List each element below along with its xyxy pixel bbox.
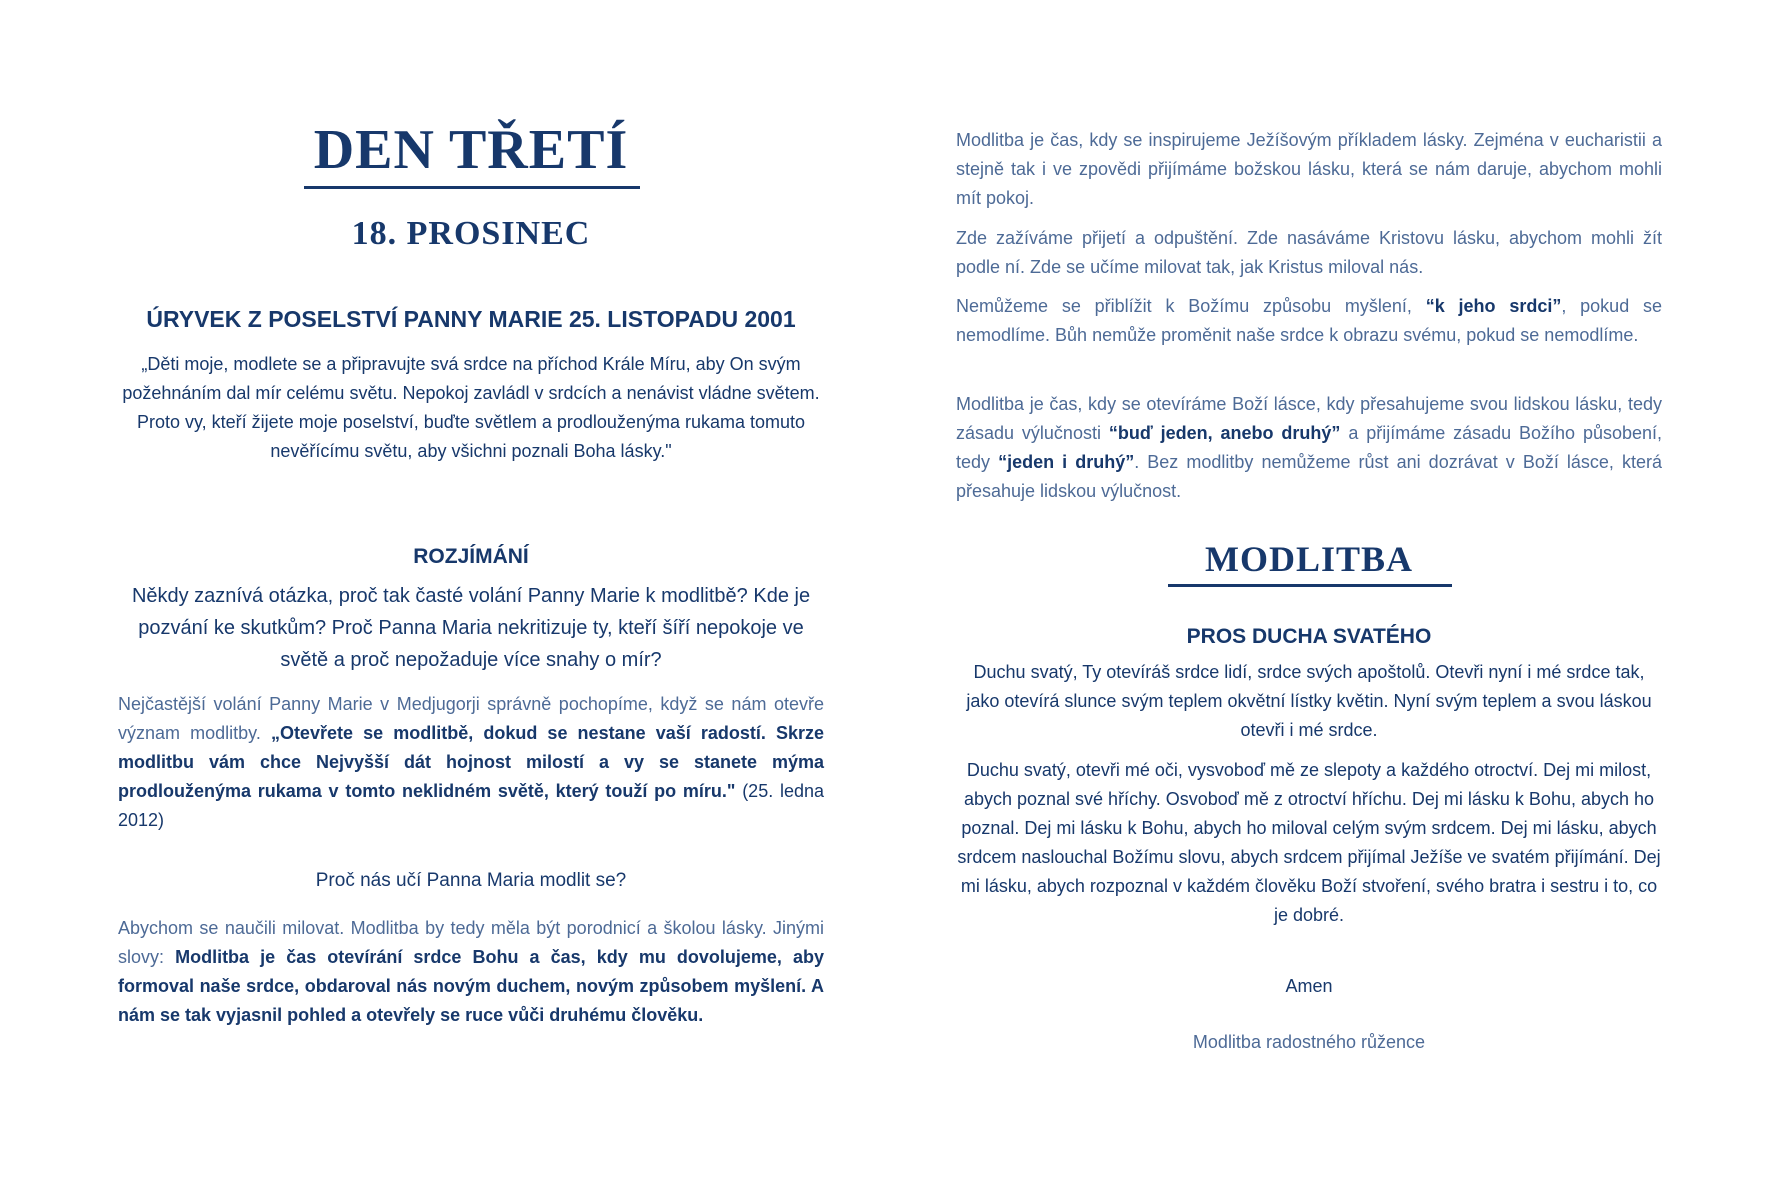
reflection-heading: ROZJÍMÁNÍ [413, 545, 529, 568]
rosary-line: Modlitba radostného růžence [1192, 1032, 1426, 1052]
prayer-heading: PROS DUCHA SVATÉHO [1186, 625, 1432, 648]
p3-text-a: Nemůžeme se přiblížit k Božímu způsobu myšlení, [956, 296, 1426, 316]
date-subtitle: 18. PROSINEC [351, 215, 591, 252]
prayer-paragraph-1: Duchu svatý, Ty otevíráš srdce lidí, srdce svých apoštolů. Otevři nyní i mé srdce tak, jako otevírá slunce svým teplem okvětní lístky květin. Nyní svým teplem a svou láskou otevři i mé srdce. [966, 662, 1652, 740]
p4-text-e: . Bez modlitby nemůžeme růst ani dozrávat v Boží lásce, která přesahuje lidskou výlučnost. [956, 452, 1663, 501]
question-line: Proč nás učí Panna Maria modlit se? [315, 870, 627, 891]
reflection-questions: Někdy zaznívá otázka, proč tak časté volání Panny Marie k modlitbě? Kde je pozvání ke skutkům? Proč Panna Maria nekritizuje ty, kteří šíří nepokoje ve světě a proč nepožaduje více snahy o mír? [131, 585, 811, 671]
p4-quote-2: “jeden i druhý” [998, 452, 1135, 472]
amen-line: Amen [1285, 976, 1333, 996]
p3-quote: “k jeho srdci” [1425, 296, 1562, 316]
p2-bold-text: Modlitba je čas otevírání srdce Bohu a čas, kdy mu dovolujeme, aby formoval naše srdce, obdaroval nás novým duchem, novým způsobem myšlení. A nám se tak vyjasnil pohled a otevřely se ruce vůči druhému člověku. [118, 947, 824, 1025]
p4-text-c: a přijímáme zásadu Božího působení, tedy [956, 423, 1663, 472]
right-paragraph-3 [956, 292, 1662, 350]
p4-text-a: Modlitba je čas, kdy se otevíráme Boží lásce, kdy přesahujeme svou lidskou lásku, tedy zásadu výlučnosti [956, 394, 1662, 443]
reflection-paragraph-1 [118, 690, 824, 835]
day-title: DEN TŘETÍ [313, 119, 629, 181]
right-paragraph-1: Modlitba je čas, kdy se inspirujeme Ježíšovým příkladem lásky. Zejména v eucharistii a stejně tak i ve zpovědi přijímáme božskou lásku, která se nám daruje, abychom mohli mít pokoj. [956, 130, 1662, 208]
right-paragraph-2: Zde zažíváme přijetí a odpuštění. Zde nasáváme Kristovu lásku, abychom mohli žít podle ní. Zde se učíme milovat tak, jak Kristus miloval nás. [956, 228, 1662, 277]
prayer-title: MODLITBA [1204, 539, 1414, 579]
excerpt-heading: ÚRYVEK Z POSELSTVÍ PANNY MARIE 25. LISTOPADU 2001 [146, 306, 796, 332]
p3-text-c: , pokud se nemodlíme. Bůh nemůže proměnit naše srdce k obrazu svému, pokud se nemodlíme. [956, 296, 1663, 345]
p1-date: (25. ledna 2012) [118, 781, 825, 830]
title-underline [304, 186, 640, 189]
prayer-title-underline [1168, 584, 1452, 587]
prayer-paragraph-2: Duchu svatý, otevři mé oči, vysvoboď mě ze slepoty a každého otroctví. Dej mi milost, abych poznal své hříchy. Osvoboď mě z otroctví hříchu. Dej mi lásku k Bohu, abych ho poznal. Dej mi lásku k Bohu, abych ho miloval celým svým srdcem. Dej mi lásku, abych srdcem naslouchal Božímu slovu, abych srdcem přijímal Ježíše ve svatém přijímání. Dej mi lásku, abych rozpoznal v každém člověku Boží stvoření, svého bratra i sestru i to, co je dobré. [957, 760, 1661, 925]
p1-quote: „Otevřete se modlitbě, dokud se nestane vaší radostí. Skrze modlitbu vám chce Nejvyšší dát hojnost milostí a vy se stanete mýma prodlouženýma rukama v tomto neklidném světě, který touží po míru." [118, 723, 824, 801]
excerpt-text: „Děti moje, modlete se a připravujte svá srdce na příchod Krále Míru, aby On svým požehnáním dal mír celému světu. Nepokoj zavládl v srdcích a nenávist vládne světem. Proto vy, kteří žijete moje poselství, buďte světlem a prodlouženýma rukama tomuto nevěřícímu světu, aby všichni poznali Boha lásky." [122, 354, 820, 461]
reflection-paragraph-2 [118, 914, 824, 1030]
right-paragraph-4 [956, 390, 1662, 506]
p1-light-text: Nejčastější volání Panny Marie v Medjugorji správně pochopíme, když se nám otevře význam modlitby. [118, 694, 824, 743]
p4-quote-1: “buď jeden, anebo druhý” [1108, 423, 1341, 443]
p2-light-text: Abychom se naučili milovat. Modlitba by tedy měla být porodnicí a školou lásky. Jinými slovy: [118, 918, 824, 967]
